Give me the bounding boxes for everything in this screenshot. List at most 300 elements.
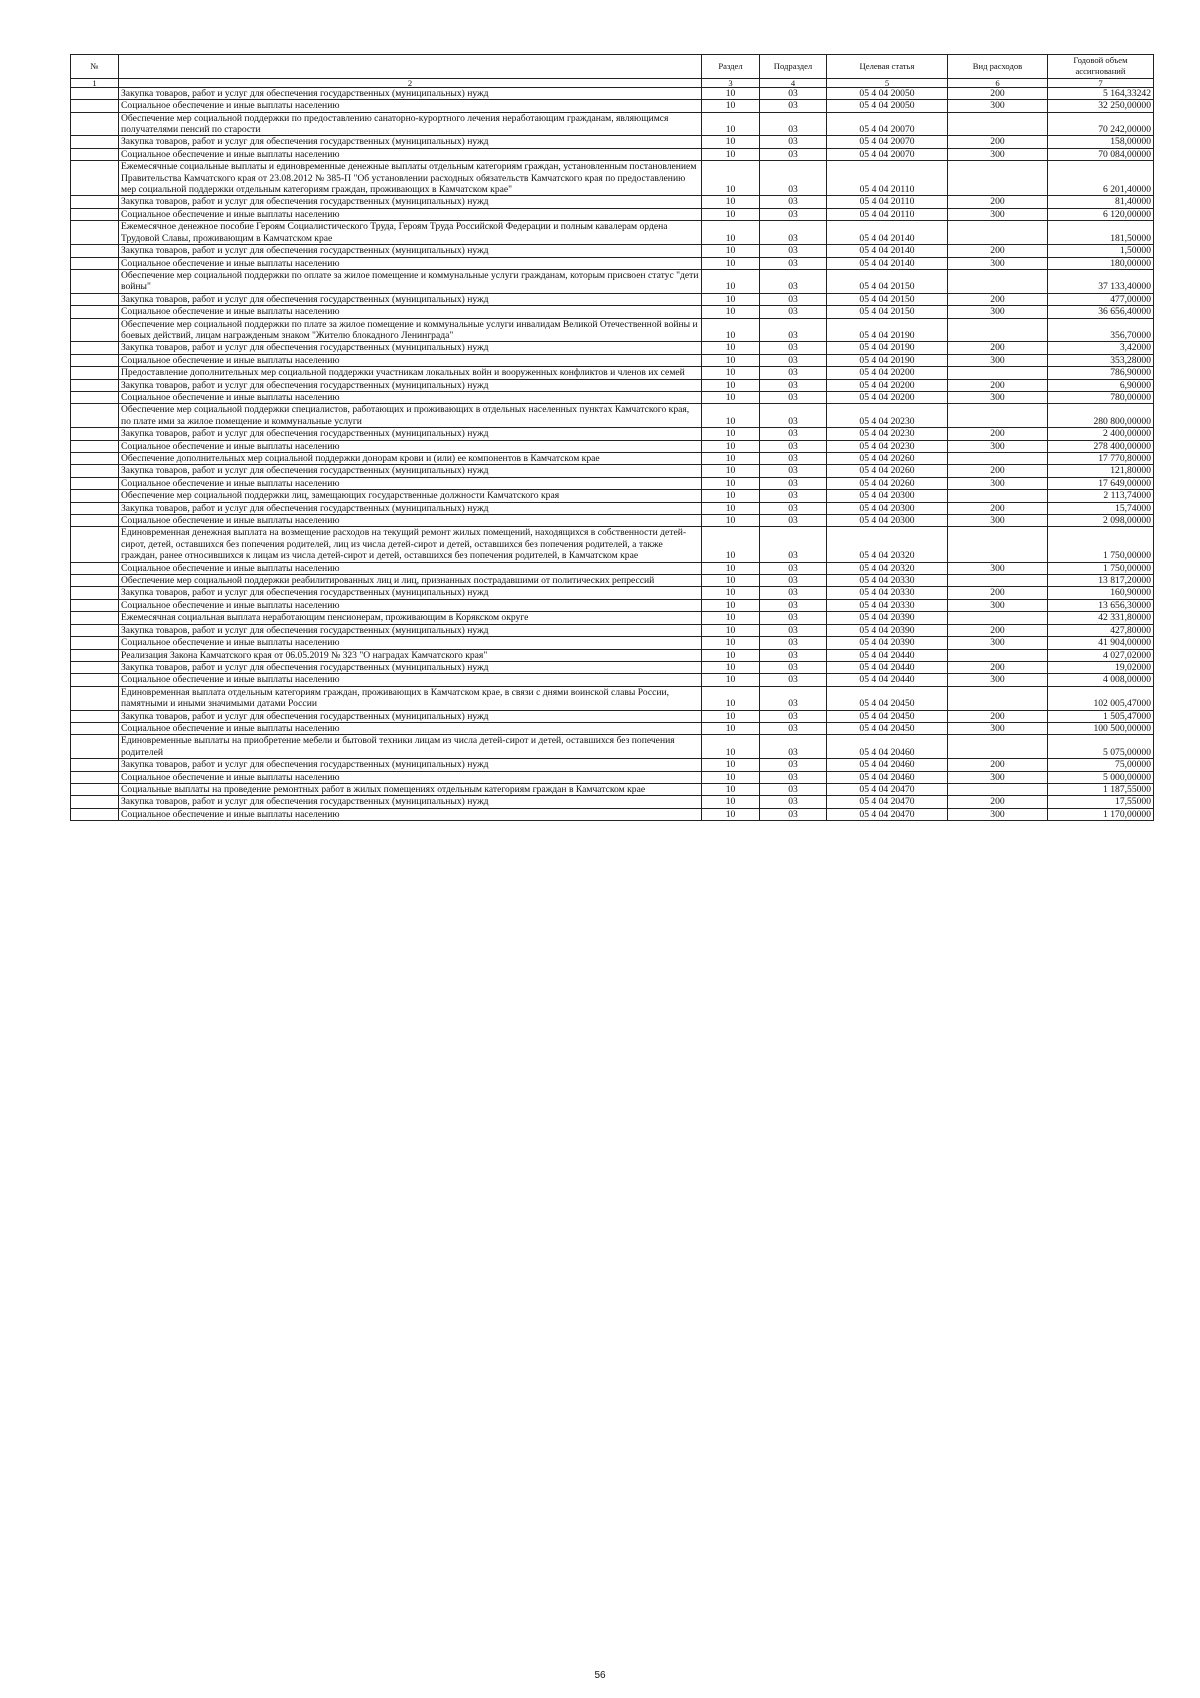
section-code-cell: 10 xyxy=(702,100,760,112)
expense-name-cell: Социальное обеспечение и иные выплаты населению xyxy=(119,440,702,452)
row-number-cell xyxy=(71,148,119,160)
subsection-code-cell: 03 xyxy=(760,379,827,391)
row-number-cell xyxy=(71,674,119,686)
expense-name-cell: Ежемесячные социальные выплаты и единовременные денежные выплаты отдельным категориям граждан, установленным постановлением Правительства Камчатского края от 23.08.2012 № 385-П "Об установлении расходных обязательств Камчатского края по предоставлению мер социальной поддержки отдельным категориям граждан, проживающих в Камчатском крае" xyxy=(119,161,702,196)
table-row xyxy=(71,208,1154,220)
target-article-cell: 05 4 04 20110 xyxy=(827,208,948,220)
target-article-cell: 05 4 04 20200 xyxy=(827,367,948,379)
table-row xyxy=(71,624,1154,636)
column-number: 7 xyxy=(1048,78,1154,87)
row-number-cell xyxy=(71,112,119,136)
section-code-cell: 10 xyxy=(702,735,760,759)
table-row xyxy=(71,342,1154,354)
expense-name-cell: Закупка товаров, работ и услуг для обеспечения государственных (муниципальных) нужд xyxy=(119,196,702,208)
section-code-cell: 10 xyxy=(702,674,760,686)
expense-name-cell: Закупка товаров, работ и услуг для обеспечения государственных (муниципальных) нужд xyxy=(119,87,702,99)
annual-amount-cell: 4 027,02000 xyxy=(1048,649,1154,661)
target-article-cell: 05 4 04 20140 xyxy=(827,257,948,269)
section-code-cell: 10 xyxy=(702,318,760,342)
section-code-cell: 10 xyxy=(702,257,760,269)
section-code-cell: 10 xyxy=(702,783,760,795)
annual-amount-cell: 13 817,20000 xyxy=(1048,575,1154,587)
expense-kind-cell: 200 xyxy=(948,661,1048,673)
table-row xyxy=(71,428,1154,440)
annual-amount-cell: 4 008,00000 xyxy=(1048,674,1154,686)
expense-name-cell: Закупка товаров, работ и услуг для обеспечения государственных (муниципальных) нужд xyxy=(119,136,702,148)
section-code-cell: 10 xyxy=(702,624,760,636)
target-article-cell: 05 4 04 20460 xyxy=(827,759,948,771)
section-code-cell: 10 xyxy=(702,440,760,452)
row-number-cell xyxy=(71,245,119,257)
section-code-cell: 10 xyxy=(702,710,760,722)
table-row xyxy=(71,453,1154,465)
target-article-cell: 05 4 04 20260 xyxy=(827,477,948,489)
annual-amount-cell: 32 250,00000 xyxy=(1048,100,1154,112)
column-number: 5 xyxy=(827,78,948,87)
table-body xyxy=(71,87,1154,820)
annual-amount-cell: 41 904,00000 xyxy=(1048,637,1154,649)
target-article-cell: 05 4 04 20140 xyxy=(827,221,948,245)
row-number-cell xyxy=(71,453,119,465)
expense-kind-cell xyxy=(948,490,1048,502)
section-code-cell: 10 xyxy=(702,428,760,440)
row-number-cell xyxy=(71,649,119,661)
annual-amount-cell: 15,74000 xyxy=(1048,502,1154,514)
annual-amount-cell: 158,00000 xyxy=(1048,136,1154,148)
table-row xyxy=(71,502,1154,514)
target-article-cell: 05 4 04 20200 xyxy=(827,379,948,391)
expense-kind-cell: 300 xyxy=(948,306,1048,318)
expense-kind-cell xyxy=(948,318,1048,342)
expense-kind-cell: 200 xyxy=(948,196,1048,208)
table-row xyxy=(71,527,1154,562)
target-article-cell: 05 4 04 20070 xyxy=(827,148,948,160)
section-code-cell: 10 xyxy=(702,269,760,293)
expense-name-cell: Социальное обеспечение и иные выплаты населению xyxy=(119,515,702,527)
subsection-code-cell: 03 xyxy=(760,735,827,759)
section-code-cell: 10 xyxy=(702,391,760,403)
expense-name-cell: Закупка товаров, работ и услуг для обеспечения государственных (муниципальных) нужд xyxy=(119,587,702,599)
subsection-code-cell: 03 xyxy=(760,649,827,661)
header-subsection: Подраздел xyxy=(760,55,827,79)
row-number-cell xyxy=(71,710,119,722)
row-number-cell xyxy=(71,354,119,366)
expense-name-cell: Социальное обеспечение и иные выплаты населению xyxy=(119,391,702,403)
row-number-cell xyxy=(71,391,119,403)
section-code-cell: 10 xyxy=(702,208,760,220)
header-row xyxy=(71,55,1154,79)
row-number-cell xyxy=(71,515,119,527)
table-row xyxy=(71,515,1154,527)
row-number-cell xyxy=(71,722,119,734)
expense-kind-cell: 300 xyxy=(948,354,1048,366)
target-article-cell: 05 4 04 20440 xyxy=(827,661,948,673)
table-row xyxy=(71,649,1154,661)
section-code-cell: 10 xyxy=(702,112,760,136)
expense-kind-cell: 200 xyxy=(948,502,1048,514)
table-row xyxy=(71,783,1154,795)
annual-amount-cell: 1 170,00000 xyxy=(1048,808,1154,820)
target-article-cell: 05 4 04 20330 xyxy=(827,575,948,587)
subsection-code-cell: 03 xyxy=(760,257,827,269)
expense-kind-cell: 200 xyxy=(948,587,1048,599)
annual-amount-cell: 81,40000 xyxy=(1048,196,1154,208)
section-code-cell: 10 xyxy=(702,379,760,391)
target-article-cell: 05 4 04 20470 xyxy=(827,783,948,795)
annual-amount-cell: 786,90000 xyxy=(1048,367,1154,379)
subsection-code-cell: 03 xyxy=(760,428,827,440)
subsection-code-cell: 03 xyxy=(760,112,827,136)
table-row xyxy=(71,661,1154,673)
row-number-cell xyxy=(71,342,119,354)
subsection-code-cell: 03 xyxy=(760,404,827,428)
subsection-code-cell: 03 xyxy=(760,196,827,208)
section-code-cell: 10 xyxy=(702,136,760,148)
table-row xyxy=(71,477,1154,489)
expense-kind-cell xyxy=(948,783,1048,795)
annual-amount-cell: 5 164,33242 xyxy=(1048,87,1154,99)
page-number: 56 xyxy=(594,1670,606,1681)
target-article-cell: 05 4 04 20070 xyxy=(827,136,948,148)
annual-amount-cell: 37 133,40000 xyxy=(1048,269,1154,293)
expense-kind-cell: 300 xyxy=(948,208,1048,220)
expense-kind-cell: 300 xyxy=(948,674,1048,686)
target-article-cell: 05 4 04 20230 xyxy=(827,440,948,452)
expense-name-cell: Ежемесячная социальная выплата неработающим пенсионерам, проживающим в Корякском округе xyxy=(119,612,702,624)
annual-amount-cell: 102 005,47000 xyxy=(1048,686,1154,710)
expense-kind-cell: 300 xyxy=(948,722,1048,734)
expense-name-cell: Закупка товаров, работ и услуг для обеспечения государственных (муниципальных) нужд xyxy=(119,342,702,354)
expense-name-cell: Социальное обеспечение и иные выплаты населению xyxy=(119,257,702,269)
target-article-cell: 05 4 04 20190 xyxy=(827,354,948,366)
subsection-code-cell: 03 xyxy=(760,808,827,820)
header-kind: Вид расходов xyxy=(948,55,1048,79)
expense-kind-cell: 300 xyxy=(948,391,1048,403)
section-code-cell: 10 xyxy=(702,477,760,489)
section-code-cell: 10 xyxy=(702,354,760,366)
target-article-cell: 05 4 04 20440 xyxy=(827,649,948,661)
expense-name-cell: Закупка товаров, работ и услуг для обеспечения государственных (муниципальных) нужд xyxy=(119,293,702,305)
expense-kind-cell: 300 xyxy=(948,808,1048,820)
header-target: Целевая статья xyxy=(827,55,948,79)
target-article-cell: 05 4 04 20330 xyxy=(827,599,948,611)
subsection-code-cell: 03 xyxy=(760,477,827,489)
subsection-code-cell: 03 xyxy=(760,440,827,452)
expense-kind-cell xyxy=(948,649,1048,661)
expense-name-cell: Социальное обеспечение и иные выплаты населению xyxy=(119,674,702,686)
row-number-cell xyxy=(71,624,119,636)
header-name xyxy=(119,55,702,79)
expense-name-cell: Социальное обеспечение и иные выплаты населению xyxy=(119,637,702,649)
row-number-cell xyxy=(71,161,119,196)
column-number: 4 xyxy=(760,78,827,87)
row-number-cell xyxy=(71,562,119,574)
subsection-code-cell: 03 xyxy=(760,342,827,354)
annual-amount-cell: 180,00000 xyxy=(1048,257,1154,269)
expense-kind-cell: 200 xyxy=(948,465,1048,477)
annual-amount-cell: 181,50000 xyxy=(1048,221,1154,245)
expense-kind-cell: 300 xyxy=(948,440,1048,452)
subsection-code-cell: 03 xyxy=(760,612,827,624)
row-number-cell xyxy=(71,428,119,440)
expense-kind-cell: 200 xyxy=(948,293,1048,305)
row-number-cell xyxy=(71,599,119,611)
table-row xyxy=(71,808,1154,820)
subsection-code-cell: 03 xyxy=(760,453,827,465)
subsection-code-cell: 03 xyxy=(760,367,827,379)
expense-name-cell: Обеспечение мер социальной поддержки по плате за жилое помещение и коммунальные услуги инвалидам Великой Отечественной войны и боевых действий, лицам награжденым знаком "Жителю блокадного Ленинграда" xyxy=(119,318,702,342)
table-row xyxy=(71,686,1154,710)
target-article-cell: 05 4 04 20390 xyxy=(827,624,948,636)
subsection-code-cell: 03 xyxy=(760,148,827,160)
row-number-cell xyxy=(71,221,119,245)
expense-kind-cell: 200 xyxy=(948,342,1048,354)
table-row xyxy=(71,161,1154,196)
row-number-cell xyxy=(71,796,119,808)
table-row xyxy=(71,221,1154,245)
expense-kind-cell xyxy=(948,161,1048,196)
row-number-cell xyxy=(71,686,119,710)
target-article-cell: 05 4 04 20450 xyxy=(827,686,948,710)
expense-name-cell: Реализация Закона Камчатского края от 06.05.2019 № 323 "О наградах Камчатского края" xyxy=(119,649,702,661)
table-row xyxy=(71,575,1154,587)
annual-amount-cell: 280 800,00000 xyxy=(1048,404,1154,428)
section-code-cell: 10 xyxy=(702,759,760,771)
row-number-cell xyxy=(71,306,119,318)
row-number-cell xyxy=(71,136,119,148)
table-row xyxy=(71,490,1154,502)
expense-kind-cell: 200 xyxy=(948,379,1048,391)
section-code-cell: 10 xyxy=(702,404,760,428)
row-number-cell xyxy=(71,783,119,795)
section-code-cell: 10 xyxy=(702,587,760,599)
table-row xyxy=(71,465,1154,477)
annual-amount-cell: 353,28000 xyxy=(1048,354,1154,366)
annual-amount-cell: 278 400,00000 xyxy=(1048,440,1154,452)
subsection-code-cell: 03 xyxy=(760,502,827,514)
subsection-code-cell: 03 xyxy=(760,783,827,795)
section-code-cell: 10 xyxy=(702,502,760,514)
expense-kind-cell xyxy=(948,367,1048,379)
expense-kind-cell: 300 xyxy=(948,100,1048,112)
row-number-cell xyxy=(71,379,119,391)
table-row xyxy=(71,674,1154,686)
target-article-cell: 05 4 04 20110 xyxy=(827,161,948,196)
expense-name-cell: Закупка товаров, работ и услуг для обеспечения государственных (муниципальных) нужд xyxy=(119,759,702,771)
expense-name-cell: Обеспечение дополнительных мер социальной поддержки донорам крови и (или) ее компонентов в Камчатском крае xyxy=(119,453,702,465)
column-number-row xyxy=(71,78,1154,87)
section-code-cell: 10 xyxy=(702,599,760,611)
section-code-cell: 10 xyxy=(702,196,760,208)
subsection-code-cell: 03 xyxy=(760,637,827,649)
subsection-code-cell: 03 xyxy=(760,771,827,783)
expense-kind-cell xyxy=(948,735,1048,759)
row-number-cell xyxy=(71,269,119,293)
table-row xyxy=(71,771,1154,783)
expense-kind-cell xyxy=(948,112,1048,136)
table-row xyxy=(71,637,1154,649)
expense-kind-cell: 200 xyxy=(948,759,1048,771)
section-code-cell: 10 xyxy=(702,148,760,160)
annual-amount-cell: 36 656,40000 xyxy=(1048,306,1154,318)
annual-amount-cell: 100 500,00000 xyxy=(1048,722,1154,734)
expense-kind-cell: 200 xyxy=(948,87,1048,99)
expense-name-cell: Ежемесячное денежное пособие Героям Социалистического Труда, Героям Труда Российской Федерации и полным кавалерам ордена Трудовой Славы, проживающим в Камчатском крае xyxy=(119,221,702,245)
expense-name-cell: Обеспечение мер социальной поддержки по предоставлению санаторно-курортного лечения неработающим гражданам, являющимся получателями пенсий по старости xyxy=(119,112,702,136)
expense-kind-cell xyxy=(948,269,1048,293)
row-number-cell xyxy=(71,502,119,514)
expense-name-cell: Закупка товаров, работ и услуг для обеспечения государственных (муниципальных) нужд xyxy=(119,796,702,808)
subsection-code-cell: 03 xyxy=(760,661,827,673)
section-code-cell: 10 xyxy=(702,575,760,587)
subsection-code-cell: 03 xyxy=(760,465,827,477)
expense-kind-cell: 200 xyxy=(948,136,1048,148)
section-code-cell: 10 xyxy=(702,342,760,354)
expense-name-cell: Единовременная денежная выплата на возмещение расходов на текущий ремонт жилых помещений, находящихся в собственности детей-сирот, детей, оставшихся без попечения родителей, лиц из числа детей-сирот и детей, оставшихся без попечения родителей, а также граждан, ранее относившихся к лицам из числа детей-сирот и детей, оставшихся без попечения родителей, в Камчатском крае xyxy=(119,527,702,562)
expense-name-cell: Закупка товаров, работ и услуг для обеспечения государственных (муниципальных) нужд xyxy=(119,624,702,636)
subsection-code-cell: 03 xyxy=(760,269,827,293)
section-code-cell: 10 xyxy=(702,221,760,245)
subsection-code-cell: 03 xyxy=(760,208,827,220)
annual-amount-cell: 13 656,30000 xyxy=(1048,599,1154,611)
target-article-cell: 05 4 04 20390 xyxy=(827,612,948,624)
table-row xyxy=(71,245,1154,257)
table-row xyxy=(71,612,1154,624)
subsection-code-cell: 03 xyxy=(760,354,827,366)
annual-amount-cell: 1 750,00000 xyxy=(1048,527,1154,562)
section-code-cell: 10 xyxy=(702,367,760,379)
budget-table xyxy=(70,54,1154,821)
expense-name-cell: Социальное обеспечение и иные выплаты населению xyxy=(119,771,702,783)
expense-name-cell: Социальное обеспечение и иные выплаты населению xyxy=(119,808,702,820)
table-row xyxy=(71,293,1154,305)
annual-amount-cell: 5 075,00000 xyxy=(1048,735,1154,759)
target-article-cell: 05 4 04 20070 xyxy=(827,112,948,136)
row-number-cell xyxy=(71,637,119,649)
target-article-cell: 05 4 04 20230 xyxy=(827,428,948,440)
subsection-code-cell: 03 xyxy=(760,575,827,587)
subsection-code-cell: 03 xyxy=(760,562,827,574)
expense-kind-cell xyxy=(948,686,1048,710)
row-number-cell xyxy=(71,612,119,624)
table-row xyxy=(71,354,1154,366)
budget-sheet xyxy=(70,54,1153,821)
section-code-cell: 10 xyxy=(702,808,760,820)
target-article-cell: 05 4 04 20460 xyxy=(827,771,948,783)
target-article-cell: 05 4 04 20110 xyxy=(827,196,948,208)
table-row xyxy=(71,306,1154,318)
annual-amount-cell: 19,02000 xyxy=(1048,661,1154,673)
subsection-code-cell: 03 xyxy=(760,674,827,686)
target-article-cell: 05 4 04 20300 xyxy=(827,502,948,514)
expense-name-cell: Закупка товаров, работ и услуг для обеспечения государственных (муниципальных) нужд xyxy=(119,710,702,722)
subsection-code-cell: 03 xyxy=(760,686,827,710)
row-number-cell xyxy=(71,318,119,342)
subsection-code-cell: 03 xyxy=(760,391,827,403)
expense-kind-cell: 300 xyxy=(948,599,1048,611)
section-code-cell: 10 xyxy=(702,306,760,318)
section-code-cell: 10 xyxy=(702,245,760,257)
expense-name-cell: Единовременные выплаты на приобретение мебели и бытовой техники лицам из числа детей-сирот и детей, оставшихся без попечения родителей xyxy=(119,735,702,759)
row-number-cell xyxy=(71,771,119,783)
target-article-cell: 05 4 04 20050 xyxy=(827,100,948,112)
subsection-code-cell: 03 xyxy=(760,722,827,734)
annual-amount-cell: 121,80000 xyxy=(1048,465,1154,477)
expense-name-cell: Закупка товаров, работ и услуг для обеспечения государственных (муниципальных) нужд xyxy=(119,502,702,514)
expense-kind-cell: 200 xyxy=(948,245,1048,257)
expense-kind-cell xyxy=(948,404,1048,428)
expense-kind-cell xyxy=(948,612,1048,624)
target-article-cell: 05 4 04 20440 xyxy=(827,674,948,686)
section-code-cell: 10 xyxy=(702,637,760,649)
expense-name-cell: Социальное обеспечение и иные выплаты населению xyxy=(119,100,702,112)
row-number-cell xyxy=(71,759,119,771)
row-number-cell xyxy=(71,735,119,759)
target-article-cell: 05 4 04 20450 xyxy=(827,710,948,722)
row-number-cell xyxy=(71,587,119,599)
annual-amount-cell: 356,70000 xyxy=(1048,318,1154,342)
row-number-cell xyxy=(71,465,119,477)
row-number-cell xyxy=(71,477,119,489)
section-code-cell: 10 xyxy=(702,796,760,808)
section-code-cell: 10 xyxy=(702,453,760,465)
expense-name-cell: Предоставление дополнительных мер социальной поддержки участникам локальных войн и вооруженных конфликтов и членов их семей xyxy=(119,367,702,379)
annual-amount-cell: 160,90000 xyxy=(1048,587,1154,599)
table-row xyxy=(71,318,1154,342)
row-number-cell xyxy=(71,293,119,305)
table-row xyxy=(71,759,1154,771)
expense-name-cell: Обеспечение мер социальной поддержки специалистов, работающих и проживающих в отдельных населенных пунктах Камчатского края, по плате ими за жилое помещение и коммунальные услуги xyxy=(119,404,702,428)
table-row xyxy=(71,269,1154,293)
subsection-code-cell: 03 xyxy=(760,161,827,196)
section-code-cell: 10 xyxy=(702,562,760,574)
section-code-cell: 10 xyxy=(702,612,760,624)
expense-kind-cell: 300 xyxy=(948,515,1048,527)
annual-amount-cell: 17 770,80000 xyxy=(1048,453,1154,465)
target-article-cell: 05 4 04 20300 xyxy=(827,490,948,502)
expense-name-cell: Обеспечение мер социальной поддержки реабилитированных лиц и лиц, признанных пострадавшими от политических репрессий xyxy=(119,575,702,587)
target-article-cell: 05 4 04 20330 xyxy=(827,587,948,599)
expense-kind-cell: 300 xyxy=(948,257,1048,269)
expense-name-cell: Закупка товаров, работ и услуг для обеспечения государственных (муниципальных) нужд xyxy=(119,245,702,257)
row-number-cell xyxy=(71,808,119,820)
table-row xyxy=(71,379,1154,391)
annual-amount-cell: 17 649,00000 xyxy=(1048,477,1154,489)
table-row xyxy=(71,148,1154,160)
row-number-cell xyxy=(71,196,119,208)
table-row xyxy=(71,599,1154,611)
target-article-cell: 05 4 04 20460 xyxy=(827,735,948,759)
annual-amount-cell: 1 750,00000 xyxy=(1048,562,1154,574)
subsection-code-cell: 03 xyxy=(760,796,827,808)
annual-amount-cell: 2 098,00000 xyxy=(1048,515,1154,527)
subsection-code-cell: 03 xyxy=(760,87,827,99)
expense-name-cell: Социальное обеспечение и иные выплаты населению xyxy=(119,208,702,220)
target-article-cell: 05 4 04 20230 xyxy=(827,404,948,428)
row-number-cell xyxy=(71,490,119,502)
table-row xyxy=(71,196,1154,208)
row-number-cell xyxy=(71,87,119,99)
expense-kind-cell: 300 xyxy=(948,148,1048,160)
table-row xyxy=(71,367,1154,379)
header-no: № xyxy=(71,55,119,79)
target-article-cell: 05 4 04 20190 xyxy=(827,318,948,342)
expense-kind-cell xyxy=(948,453,1048,465)
table-row xyxy=(71,735,1154,759)
expense-name-cell: Закупка товаров, работ и услуг для обеспечения государственных (муниципальных) нужд xyxy=(119,379,702,391)
table-row xyxy=(71,391,1154,403)
expense-name-cell: Закупка товаров, работ и услуг для обеспечения государственных (муниципальных) нужд xyxy=(119,661,702,673)
